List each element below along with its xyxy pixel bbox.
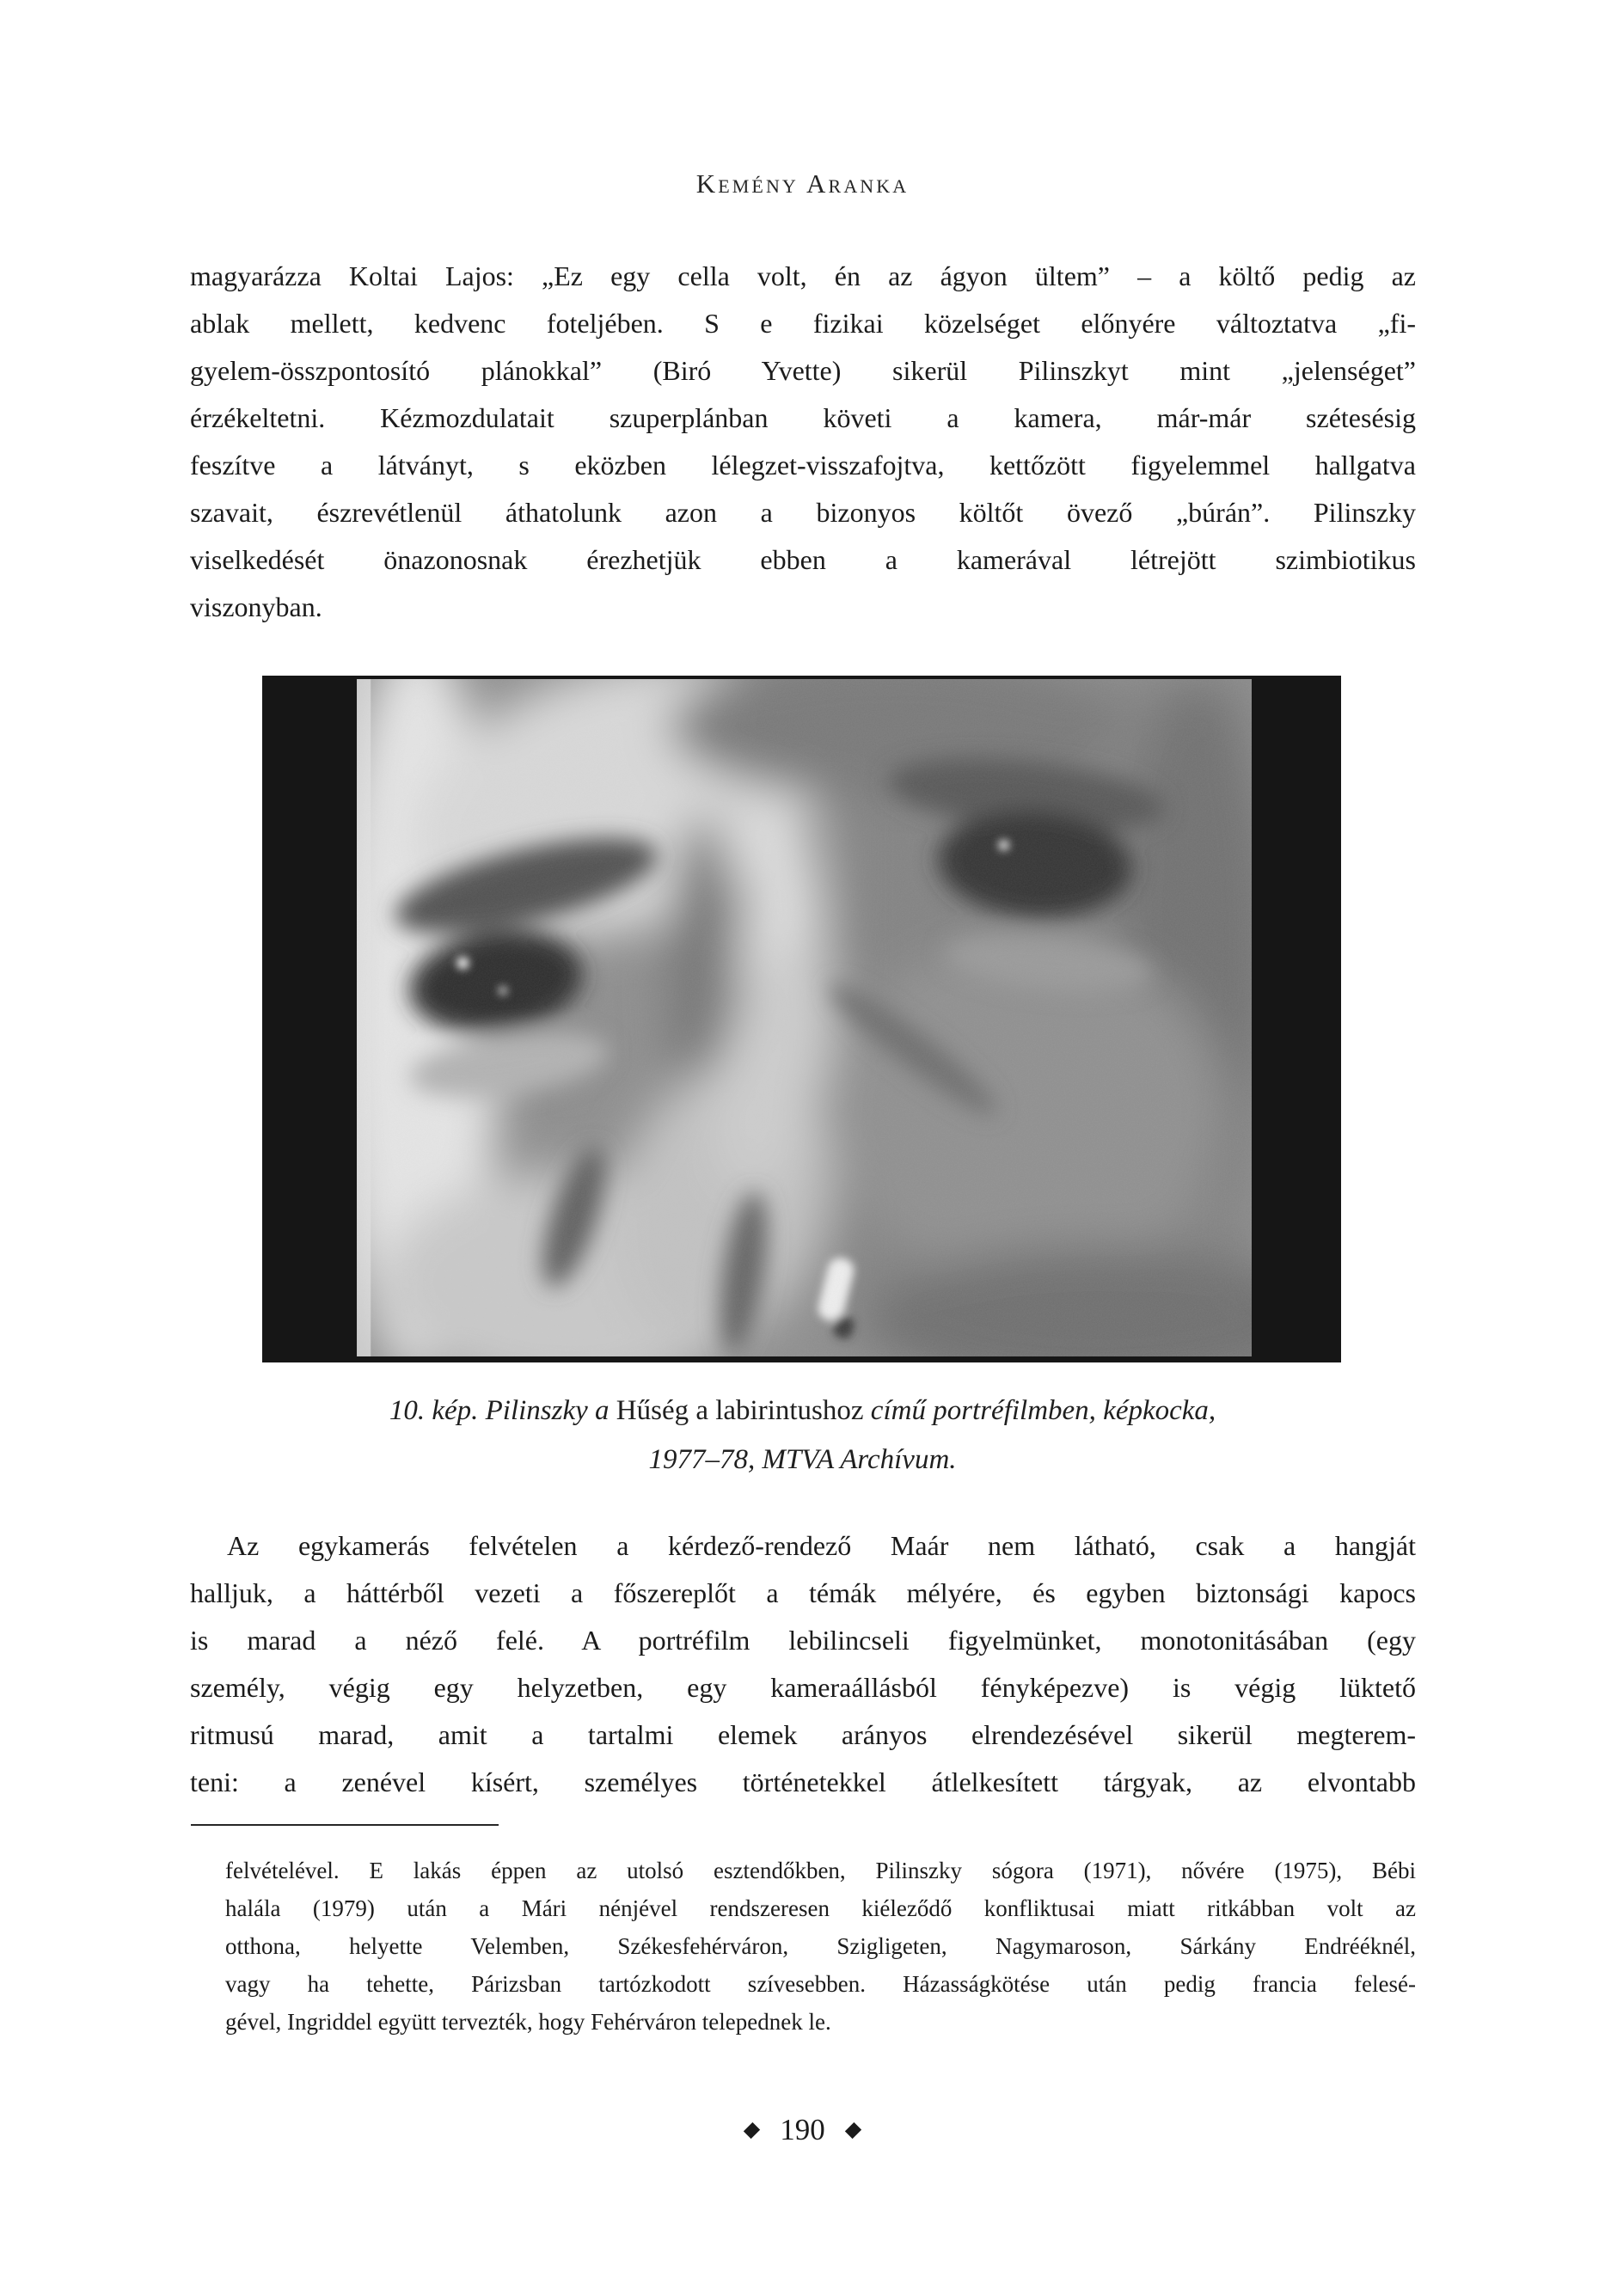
text-line: feszítve a látványt, s eközben lélegzet-visszafojtva, kettőzött figyelemmel hallgatva: [190, 450, 1416, 481]
paragraph-1: [190, 253, 1416, 631]
text-line: halljuk, a háttérből vezeti a főszereplőt a témák mélyére, és egyben biztonsági kapocs: [190, 1577, 1416, 1608]
text-line: teni: a zenével kísért, személyes történetekkel átlelkesített tárgyak, az elvontabb: [190, 1766, 1416, 1797]
diamond-ornament-right-icon: [845, 2122, 861, 2138]
footnote-line: otthona, helyette Velemben, Székesfehérváron, Szigligeten, Nagymaroson, Sárkány Endrééknél,: [225, 1933, 1416, 1959]
text-line: gyelem-összpontosító plánokkal” (Biró Yvette) sikerül Pilinszkyt mint „jelenséget”: [190, 355, 1416, 386]
figure-caption: [0, 1387, 1605, 1485]
footnote-line: felvételével. E lakás éppen az utolsó esztendőkben, Pilinszky sógora (1971), nővére (1975), Bébi: [225, 1858, 1416, 1883]
text-line: ablak mellett, kedvenc foteljében. S e fizikai közelséget előnyére változtatva „fi-: [190, 308, 1416, 339]
text-line: viselkedését önazonosnak érezhetjük ebben a kamerával létrejött szimbiotikus: [190, 544, 1416, 575]
text-line: szavait, észrevétlenül áthatolunk azon a bizonyos költőt övező „búrán”. Pilinszky: [190, 497, 1416, 528]
pilinszky-film-still: [357, 679, 1252, 1356]
caption-prefix: 10. kép. Pilinszky a: [389, 1395, 610, 1426]
running-header: Kemény Aranka: [695, 168, 910, 199]
page-number: 190: [780, 2113, 825, 2146]
footnote-line: gével, Ingriddel együtt tervezték, hogy Fehérváron telepednek le.: [225, 2009, 831, 2035]
film-title: Hűség a labirintushoz: [616, 1395, 864, 1426]
text-line: személy, végig egy helyzetben, egy kameraállásból fényképezve) is végig lüktető: [190, 1672, 1416, 1703]
photo-graphic: [357, 679, 1252, 1356]
footnote-separator-rule: [191, 1824, 499, 1826]
portrait-photo-frame: [262, 676, 1341, 1362]
footnote-block: [225, 1852, 1416, 2041]
page-footer: [0, 2113, 1605, 2147]
text-line: Az egykamerás felvételen a kérdező-rendező Maár nem látható, csak a hangját: [227, 1530, 1416, 1561]
figure-caption-line-2: 1977–78, MTVA Archívum.: [648, 1444, 957, 1475]
caption-suffix: című portréfilmben, képkocka,: [870, 1395, 1216, 1426]
text-line: magyarázza Koltai Lajos: „Ez egy cella volt, én az ágyon ültem” – a költő pedig az: [190, 260, 1416, 291]
paragraph-2: [190, 1522, 1416, 1806]
text-line: érzékeltetni. Kézmozdulatait szuperplánban követi a kamera, már-már szétesésig: [190, 402, 1416, 433]
figure-caption-line-1: [0, 1387, 1605, 1436]
text-line: viszonyban.: [190, 591, 322, 622]
diamond-ornament-left-icon: [744, 2122, 760, 2138]
text-line: is marad a néző felé. A portréfilm lebilincseli figyelmünket, monotonitásában (egy: [190, 1625, 1416, 1656]
footnote-line: halála (1979) után a Mári nénjével rendszeresen kiéleződő konfliktusai miatt ritkábban volt az: [225, 1895, 1416, 1921]
text-line: ritmusú marad, amit a tartalmi elemek arányos elrendezésével sikerül megterem-: [190, 1719, 1416, 1750]
footnote-line: vagy ha tehette, Párizsban tartózkodott szívesebben. Házasságkötése után pedig francia felesé-: [225, 1971, 1416, 1997]
